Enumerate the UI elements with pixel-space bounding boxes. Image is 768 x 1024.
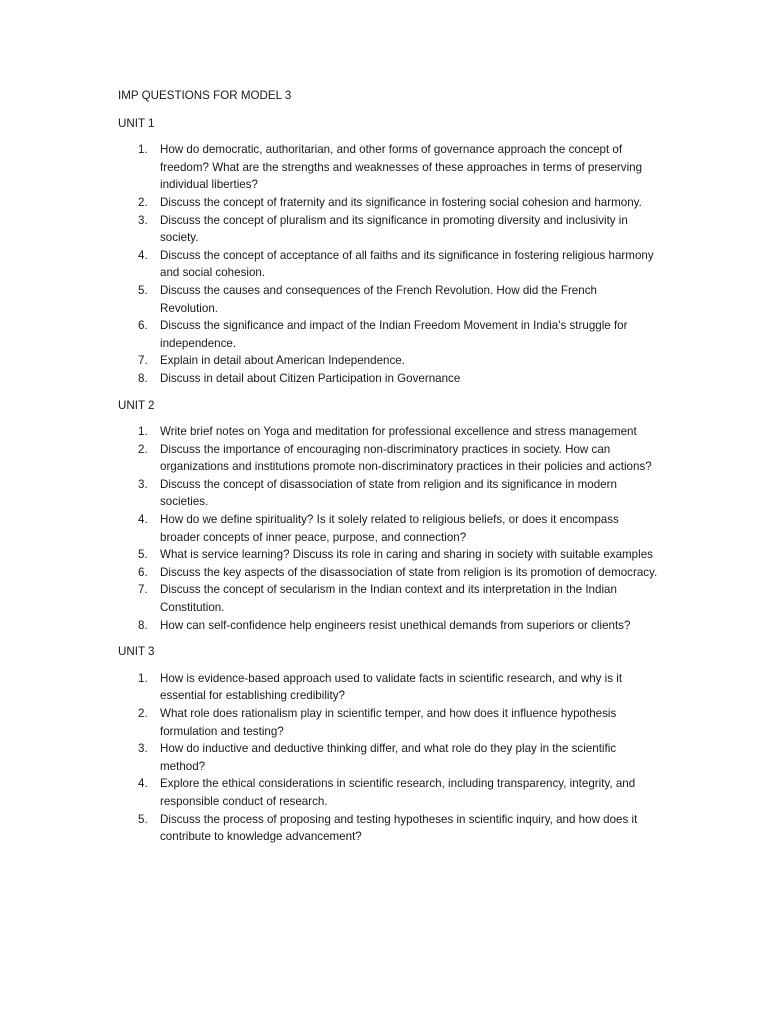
question-item bbox=[118, 546, 658, 564]
question-item bbox=[118, 581, 658, 616]
question-item bbox=[118, 705, 658, 740]
question-item bbox=[118, 141, 658, 194]
unit-heading: UNIT 1 bbox=[118, 116, 155, 130]
question-item bbox=[118, 511, 658, 546]
units-container bbox=[118, 115, 658, 846]
question-number: 5. bbox=[138, 283, 148, 297]
question-text: How do democratic, authoritarian, and other forms of governance approach the concept of freedom? What are the strengths and weaknesses of these approaches in terms of preserving individual liberties? bbox=[160, 143, 643, 192]
question-item bbox=[118, 775, 658, 810]
question-number: 3. bbox=[138, 213, 148, 227]
question-number: 6. bbox=[138, 565, 148, 579]
question-text: Explore the ethical considerations in scientific research, including transparency, integrity, and responsible conduct of research. bbox=[160, 777, 636, 808]
question-number: 6. bbox=[138, 319, 148, 333]
question-text: How do inductive and deductive thinking differ, and what role do they play in the scientific method? bbox=[160, 742, 617, 773]
question-number: 5. bbox=[138, 812, 148, 826]
question-item bbox=[118, 194, 658, 212]
question-list bbox=[118, 141, 658, 387]
question-number: 4. bbox=[138, 513, 148, 527]
question-item bbox=[118, 423, 658, 441]
question-text: Discuss the key aspects of the disassociation of state from religion is its promotion of democracy. bbox=[160, 565, 658, 579]
question-text: What role does rationalism play in scientific temper, and how does it influence hypothesis formulation and testing? bbox=[160, 707, 617, 738]
question-number: 1. bbox=[138, 425, 148, 439]
question-number: 7. bbox=[138, 583, 148, 597]
question-number: 8. bbox=[138, 371, 148, 385]
question-number: 2. bbox=[138, 195, 148, 209]
question-number: 7. bbox=[138, 354, 148, 368]
question-list bbox=[118, 423, 658, 634]
question-item bbox=[118, 352, 658, 370]
question-number: 8. bbox=[138, 618, 148, 632]
question-number: 2. bbox=[138, 707, 148, 720]
question-item bbox=[118, 317, 658, 352]
question-item bbox=[118, 441, 658, 476]
unit-heading: UNIT 2 bbox=[118, 398, 155, 412]
question-number: 1. bbox=[138, 143, 148, 157]
question-number: 4. bbox=[138, 777, 148, 791]
question-item bbox=[118, 670, 658, 705]
question-number: 2. bbox=[138, 442, 148, 456]
question-text: Discuss the concept of secularism in the Indian context and its interpretation in the Indian Constitution. bbox=[160, 583, 617, 615]
unit-heading: UNIT 3 bbox=[118, 645, 155, 659]
question-text: Write brief notes on Yoga and meditation for professional excellence and stress management bbox=[160, 425, 637, 439]
question-list bbox=[118, 670, 658, 846]
question-text: How do we define spirituality? Is it solely related to religious beliefs, or does it encompass broader concepts of inner peace, purpose, and connection? bbox=[160, 513, 619, 544]
question-number: 1. bbox=[138, 671, 148, 685]
question-text: Discuss the causes and consequences of the French Revolution. How did the French Revolution. bbox=[160, 283, 597, 315]
question-text: How is evidence-based approach used to validate facts in scientific research, and why is it essential for establishing credibility? bbox=[160, 671, 623, 703]
question-text: Discuss the concept of pluralism and its significance in promoting diversity and inclusivity in society. bbox=[160, 213, 628, 245]
question-item bbox=[118, 476, 658, 511]
question-item bbox=[118, 212, 658, 247]
question-item bbox=[118, 811, 658, 846]
question-item bbox=[118, 370, 658, 388]
question-item bbox=[118, 282, 658, 317]
document-title: IMP QUESTIONS FOR MODEL 3 bbox=[118, 89, 292, 102]
question-number: 5. bbox=[138, 548, 148, 562]
question-text: Discuss the concept of fraternity and its significance in fostering social cohesion and harmony. bbox=[160, 195, 642, 209]
question-text: Discuss the concept of acceptance of all faiths and its significance in fostering religious harmony and social cohesion. bbox=[160, 248, 654, 280]
question-number: 3. bbox=[138, 742, 148, 756]
question-text: What is service learning? Discuss its role in caring and sharing in society with suitable examples bbox=[160, 548, 653, 562]
question-text: Discuss the significance and impact of the Indian Freedom Movement in India's struggle for independence. bbox=[160, 319, 628, 350]
question-text: Discuss in detail about Citizen Participation in Governance bbox=[160, 371, 461, 385]
question-text: Discuss the process of proposing and testing hypotheses in scientific inquiry, and how does it contribute to knowledge advancement? bbox=[160, 812, 638, 844]
question-text: Discuss the importance of encouraging non-discriminatory practices in society. How can organizations and institutions promote non-discriminatory practices in their policies and actions? bbox=[160, 442, 652, 474]
question-item bbox=[118, 740, 658, 775]
question-number: 4. bbox=[138, 248, 148, 262]
question-text: Explain in detail about American Independence. bbox=[160, 354, 405, 368]
question-number: 3. bbox=[138, 477, 148, 491]
question-text: Discuss the concept of disassociation of state from religion and its significance in modern societies. bbox=[160, 477, 617, 509]
question-item bbox=[118, 247, 658, 282]
question-text: How can self-confidence help engineers resist unethical demands from superiors or clients? bbox=[160, 618, 631, 632]
question-item bbox=[118, 617, 658, 635]
document-content bbox=[118, 87, 658, 855]
question-item bbox=[118, 564, 658, 582]
